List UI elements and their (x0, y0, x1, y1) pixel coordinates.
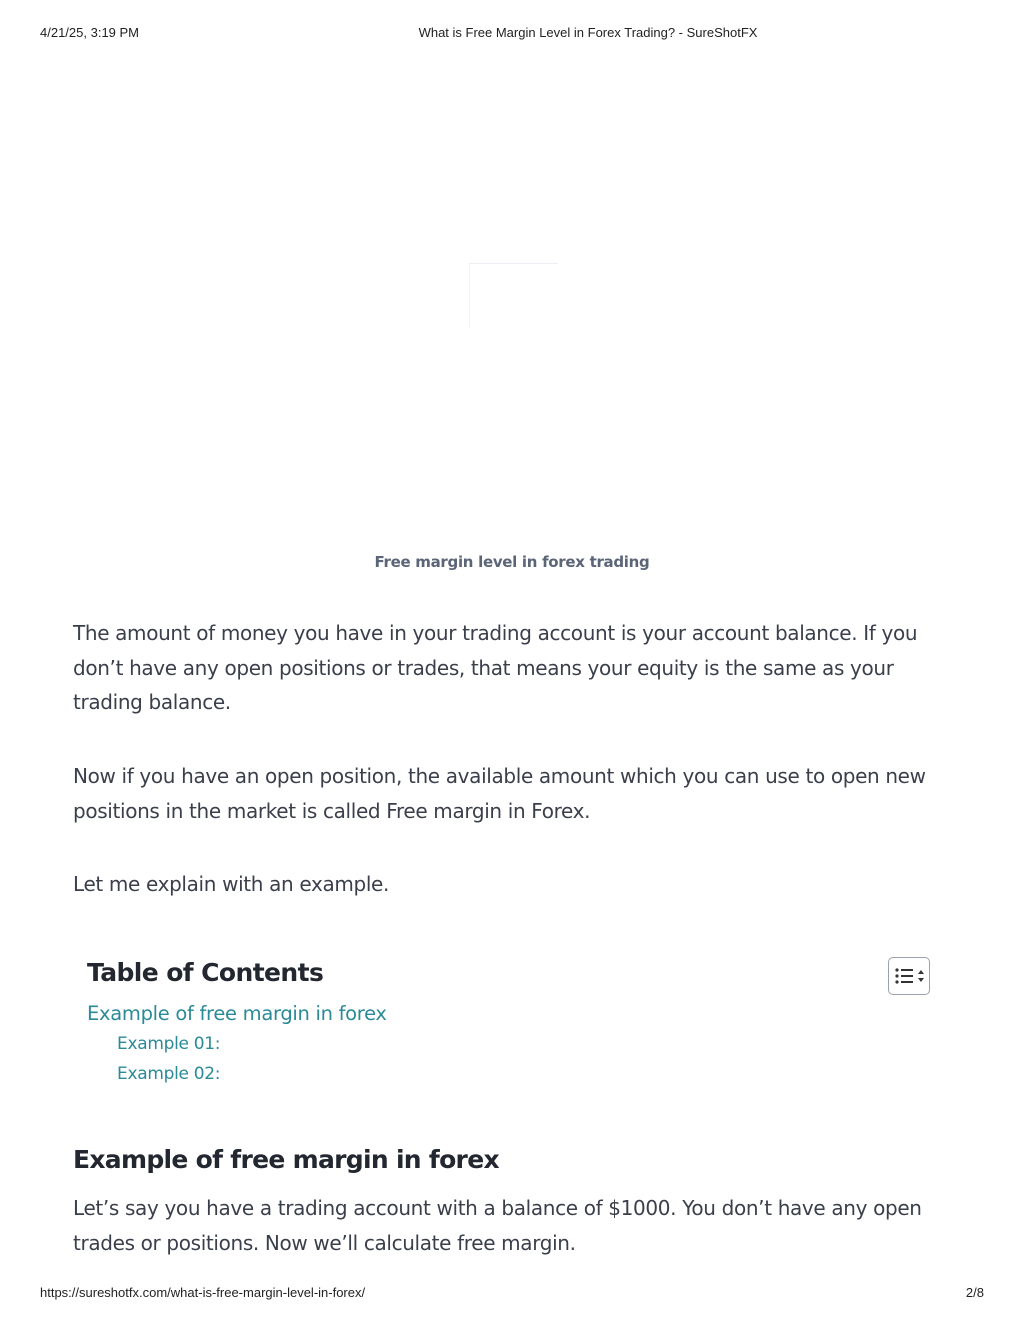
intro-paragraph-3: Let me explain with an example. (73, 872, 389, 896)
section-paragraph: Let’s say you have a trading account with a balance of $1000. You don’t have any open trades or positions. Now we’ll calculate free margin. (73, 1196, 922, 1255)
print-footer-page-number: 2/8 (965, 1285, 984, 1300)
table-of-contents (87, 953, 937, 1089)
toc-link-example-02[interactable]: Example 02: (117, 1064, 221, 1084)
intro-paragraph-1: The amount of money you have in your trading account is your account balance. If you don’t have any open positions or trades, that means your equity is the same as your trading balance. (73, 621, 918, 714)
section-heading: Example of free margin in forex (73, 1145, 499, 1174)
toc-link-example-01[interactable]: Example 01: (117, 1034, 221, 1054)
intro-paragraph-2: Now if you have an open position, the available amount which you can use to open new positions in the market is called Free margin in Forex. (73, 764, 926, 823)
print-header-datetime: 4/21/25, 3:19 PM (40, 25, 140, 40)
toc-toggle-button[interactable] (888, 957, 930, 995)
article-image-placeholder (469, 263, 558, 328)
toc-title: Table of Contents (87, 958, 324, 987)
figure-caption: Free margin level in forex trading (374, 553, 650, 571)
print-footer-url: https://sureshotfx.com/what-is-free-margin-level-in-forex/ (40, 1285, 366, 1300)
print-header-title: What is Free Margin Level in Forex Trading? - SureShotFX (418, 25, 758, 40)
toc-link-example-free-margin[interactable]: Example of free margin in forex (87, 1002, 387, 1025)
list-toggle-icon (894, 967, 926, 985)
